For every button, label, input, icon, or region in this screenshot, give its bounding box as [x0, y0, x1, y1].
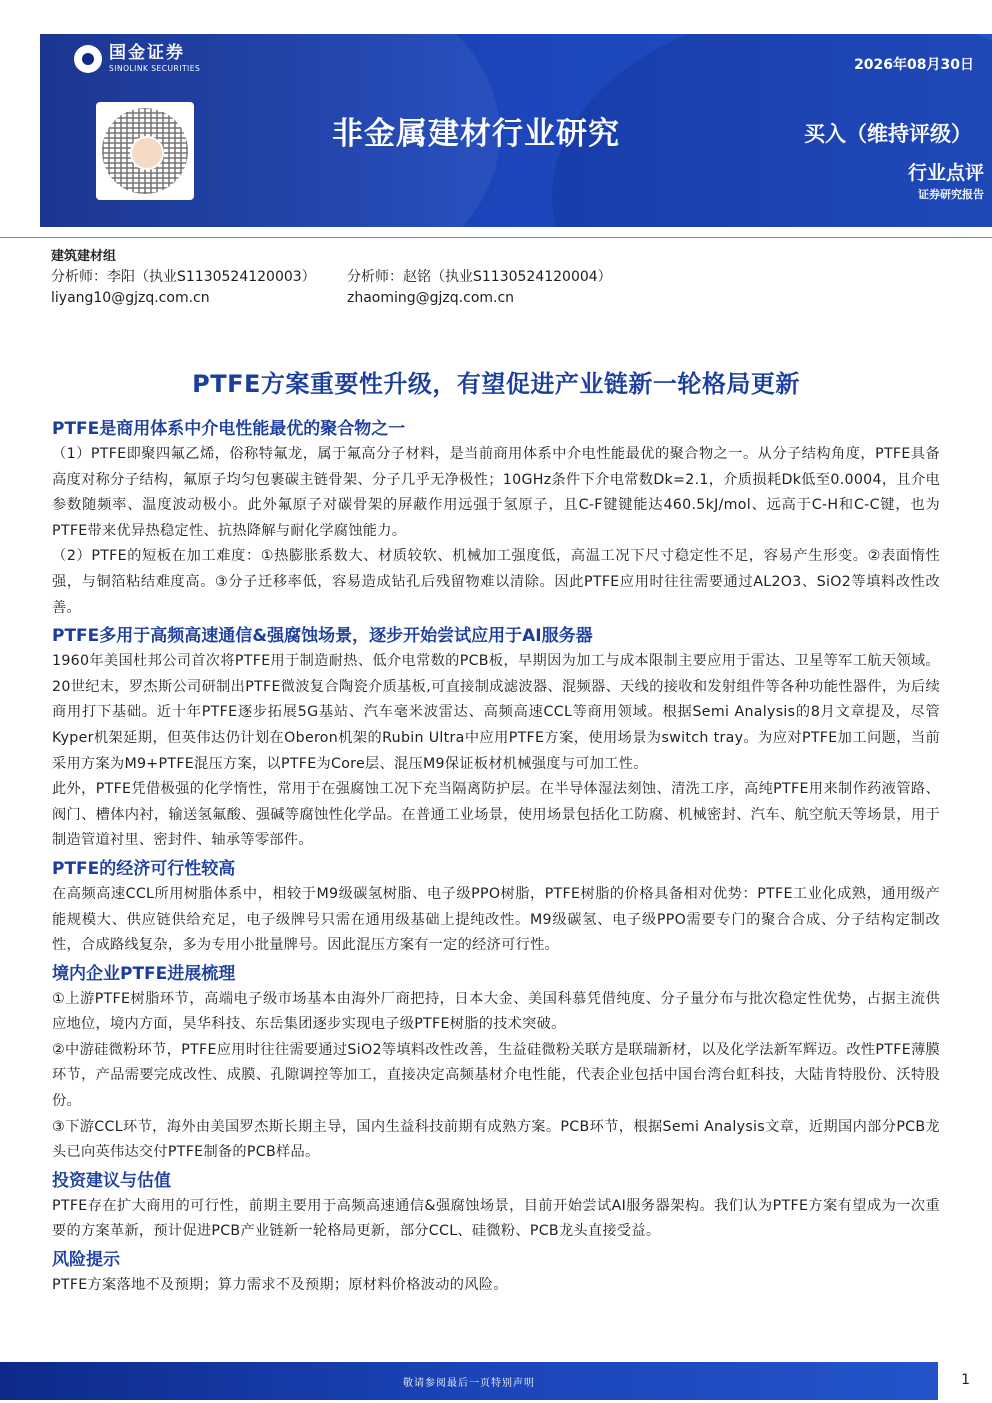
report-title: 非金属建材行业研究 [332, 116, 620, 152]
report-banner [40, 34, 992, 227]
analyst-1-name: 分析师：李阳（执业S1130524120003） [51, 269, 316, 285]
section-paragraph: ①上游PTFE树脂环节，高端电子级市场基本由海外厂商把持，日本大金、美国科慕凭借纯度、分子量分布与批次稳定性优势，占据主流供应地位，境内方面，昊华科技、东岳集团逐步实现电子级PTFE树脂的技术突破。 [52, 990, 940, 1033]
section-title: PTFE是商用体系中介电性能最优的聚合物之一 [52, 419, 406, 439]
section-title: 风险提示 [52, 1250, 120, 1271]
section-paragraph: ②中游硅微粉环节，PTFE应用时往往需要通过SiO2等填料改性改善，生益硅微粉关联方是联瑞新材，以及化学法新军辉迈。改性PTFE薄膜环节，产品需要完成改性、成膜、孔隙调控等加工，直接决定高频基材介电性能，代表企业包括中国台湾台虹科技，大陆肯特股份、沃特股份。 [52, 1041, 940, 1110]
logo-text-cn: 国金证券 [109, 43, 185, 63]
rating: 买入（维持评级） [804, 122, 972, 146]
logo-icon [74, 45, 102, 73]
footer-notice[interactable]: 敬请参阅最后一页特别声明 [403, 1378, 535, 1389]
analyst-1-email[interactable]: liyang10@gjzq.com.cn [51, 290, 210, 306]
report-body [52, 414, 940, 1299]
section-paragraph: （1）PTFE即聚四氟乙烯，俗称特氟龙，属于氟高分子材料，是当前商用体系中介电性能最优的聚合物之一。从分子结构角度，PTFE具备高度对称分子结构，氟原子均匀包裹碳主链骨架、分子几乎无净极性；10GHz条件下介电常数Dk=2.1，介质损耗Dk低至0.0004，且介电参数随频率、温度波动极小。此外氟原子对碳骨架的屏蔽作用远强于氢原子，且C-F键键能达460.5kJ/mol、远高于C-H和C-C键，也为PTFE带来优异热稳定性、抗热降解与耐化学腐蚀能力。 [52, 446, 940, 539]
section-paragraph: 在高频高速CCL所用树脂体系中，相较于M9级碳氢树脂、电子级PPO树脂，PTFE树脂的价格具备相对优势：PTFE工业化成熟，通用级产能规模大、供应链供给充足，电子级牌号只需在通用级基础上提纯改性。M9级碳氢、电子级PPO需要专门的聚合合成、分子结构定制改性，合成路线复杂，多为专用小批量牌号。因此混压方案有一定的经济可行性。 [52, 885, 940, 954]
report-date: 2026年08月30日 [854, 57, 974, 73]
report-subtitle: 证券研究报告 [918, 188, 984, 201]
section-paragraph: ③下游CCL环节，海外由美国罗杰斯长期主导，国内生益科技前期有成熟方案。PCB环节，根据Semi Analysis文章，近期国内部分PCB龙头已向英伟达交付PTFE制备的PCB样品。 [52, 1118, 940, 1161]
section-title: 境内企业PTFE进展梳理 [52, 963, 236, 984]
section-title: 投资建议与估值 [52, 1170, 171, 1191]
company-logo [74, 44, 200, 73]
main-title: PTFE方案重要性升级，有望促进产业链新一轮格局更新 [192, 370, 800, 398]
qr-code-icon [96, 102, 194, 200]
section-paragraph: 此外，PTFE凭借极强的化学惰性，常用于在强腐蚀工况下充当隔离防护层。在半导体湿法刻蚀、清洗工序，高纯PTFE用来制作药液管路、阀门、槽体内衬，输送氢氟酸、强碱等腐蚀性化学品。在普通工业场景，使用场景包括化工防腐、机械密封、汽车、航空航天等场景，用于制造管道衬里、密封件、轴承等零部件。 [52, 781, 940, 849]
analyst-2-email[interactable]: zhaoming@gjzq.com.cn [347, 290, 515, 306]
analyst-group: 建筑建材组 [51, 249, 117, 264]
page-number: 1 [961, 1372, 970, 1388]
section-paragraph: PTFE存在扩大商用的可行性，前期主要用于高频高速通信&强腐蚀场景，目前开始尝试AI服务器架构。我们认为PTFE方案有望成为一次重要的方案革新，预计促进PCB产业链新一轮格局更新，部分CCL、硅微粉、PCB龙头直接受益。 [52, 1197, 940, 1240]
analyst-2-name: 分析师：赵铭（执业S1130524120004） [347, 269, 612, 285]
analyst-block [51, 246, 612, 309]
section-title: PTFE多用于高频高速通信&强腐蚀场景，逐步开始尝试应用于AI服务器 [52, 626, 593, 647]
section-paragraph: PTFE方案落地不及预期；算力需求不及预期；原材料价格波动的风险。 [52, 1277, 508, 1294]
section-title: PTFE的经济可行性较高 [52, 858, 236, 879]
section-paragraph: （2）PTFE的短板在加工难度：①热膨胀系数大、材质较软、机械加工强度低，高温工况下尺寸稳定性不足，容易产生形变。②表面惰性强，与铜箔粘结难度高。③分子迁移率低，容易造成钻孔后残留物难以清除。因此PTFE应用时往往需要通过AL2O3、SiO2等填料改性改善。 [52, 548, 940, 616]
section-paragraph: 1960年美国杜邦公司首次将PTFE用于制造耐热、低介电常数的PCB板，早期因为加工与成本限制主要应用于雷达、卫星等军工航天领域。20世纪末，罗杰斯公司研制出PTFE微波复合陶瓷介质基板,可直接制成滤波器、混频器、天线的接收和发射组件等各种功能性器件，为后续商用打下基础。近十年PTFE逐步拓展5G基站、汽车毫米波雷达、高频高速CCL等商用领域。根据Semi Analysis的8月文章提及，尽管Kyper机架延期，但英伟达仍计划在Oberon机架的Rubin Ultra中应用PTFE方案，使用场景为switch tray。为应对PTFE加工问题，当前采用方案为M9+PTFE混压方案，以PTFE为Core层、混压M9保证板材机械强度与可加工性。 [52, 653, 940, 772]
divider [0, 237, 992, 238]
report-type: 行业点评 [907, 162, 984, 184]
logo-text-en: SINOLINK SECURITIES [109, 64, 201, 73]
